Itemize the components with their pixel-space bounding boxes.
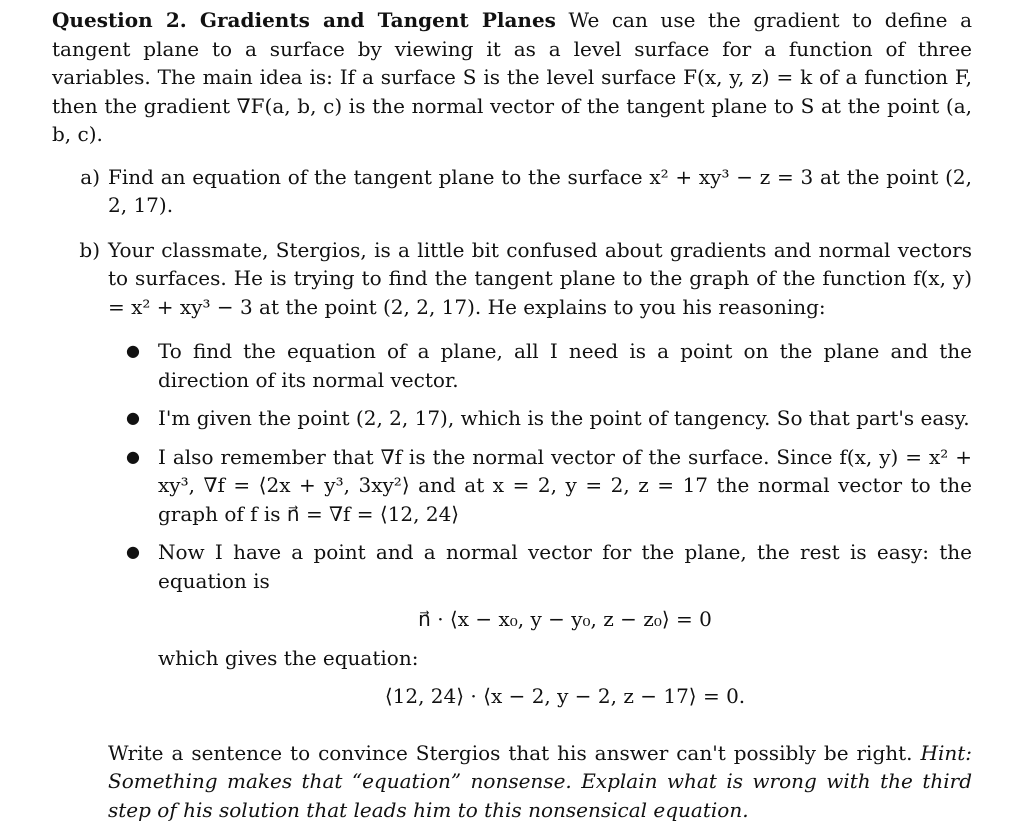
part-a-label: a) (80, 164, 100, 189)
part-b (52, 236, 972, 825)
part-b-body (108, 236, 972, 825)
specific-plane-equation: ⟨12, 24⟩ · ⟨x − 2, y − 2, z − 17⟩ = 0. (384, 684, 746, 708)
question-intro-text: We can use the gradient to define a tangent plane to a surface by viewing it as a level surface for a function of three variables. The main idea is: If a surface S is the level surface F(x, y, z) = k of a function F, then the gradient ∇F(a, b, c) is the normal vector of the tangent plane to S at the point (a, b, c). (52, 8, 972, 146)
bullet-text: I'm given the point (2, 2, 17), which is the point of tangency. So that part's easy. (158, 406, 970, 430)
part-a-text: Find an equation of the tangent plane to the surface x² + xy³ − z = 3 at the point (2, 2, 17). (108, 164, 972, 217)
gives-equation-text: which gives the equation: (158, 645, 419, 670)
question-heading: Question 2. Gradients and Tangent Planes (52, 8, 556, 32)
closing-text: Write a sentence to convince Stergios that his answer can't possibly be right. (108, 740, 913, 765)
bullet-text: Now I have a point and a normal vector for the plane, the rest is easy: the equation is (158, 540, 972, 593)
part-b-label: b) (79, 237, 100, 262)
list-item (108, 443, 972, 529)
closing-instruction (108, 739, 972, 825)
bullet-icon: ● (126, 341, 140, 360)
general-plane-equation: n⃗ · ⟨x − x₀, y − y₀, z − z₀⟩ = 0 (418, 607, 712, 631)
list-item (108, 538, 972, 721)
bullet-text: I also remember that ∇f is the normal vector of the surface. Since f(x, y) = x² + xy³, ∇f = ⟨2x + y³, 3xy²⟩ and at x = 2, y = 2, z = 17 the normal vector to the graph of f is n⃗ = ∇f = ⟨12, 24⟩ (158, 444, 972, 526)
reasoning-list (108, 337, 972, 721)
bullet-icon: ● (126, 542, 140, 561)
bullet-icon: ● (126, 408, 140, 427)
bullet-content (158, 538, 972, 721)
list-item (108, 337, 972, 394)
question-parts (52, 163, 972, 825)
bullet-text: To find the equation of a plane, all I need is a point on the plane and the direction of its normal vector. (158, 339, 972, 392)
part-b-text: Your classmate, Stergios, is a little bit confused about gradients and normal vectors to surfaces. He is trying to find the tangent plane to the graph of the function f(x, y) = x² + xy³ − 3 at the point (2, 2, 17). He explains to you his reasoning: (108, 237, 972, 319)
hint-text: Hint: Something makes that “equation” nonsense. Explain what is wrong with the third step of his solution that leads him to this nonsensical equation. (108, 740, 972, 822)
bullet-icon: ● (126, 446, 140, 466)
part-a (52, 163, 972, 220)
list-item (108, 404, 972, 433)
question-intro (52, 6, 972, 149)
